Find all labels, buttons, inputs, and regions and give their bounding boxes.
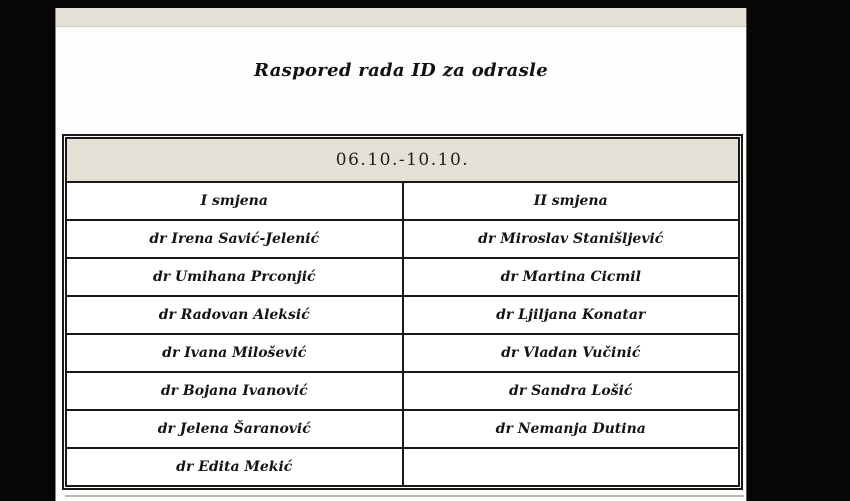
table-row [66, 296, 739, 334]
schedule-cell: dr Umihana Prconjić [66, 258, 403, 296]
column-header-second-shift: II smjena [403, 182, 740, 220]
page-top-band [56, 8, 746, 27]
schedule-cell: dr Ivana Milošević [66, 334, 403, 372]
schedule-cell: dr Edita Mekić [66, 448, 403, 486]
schedule-table-container [65, 137, 740, 487]
table-row [66, 258, 739, 296]
document-page [55, 8, 747, 501]
schedule-cell: dr Ljiljana Konatar [403, 296, 740, 334]
page-title: Raspored rada ID za odrasle [254, 60, 548, 81]
schedule-cell: dr Martina Cicmil [403, 258, 740, 296]
schedule-cell: dr Bojana Ivanović [66, 372, 403, 410]
table-row [66, 410, 739, 448]
table-row [66, 220, 739, 258]
schedule-cell [403, 448, 740, 486]
table-row [66, 372, 739, 410]
schedule-table [65, 137, 740, 487]
table-row [66, 334, 739, 372]
table-row [66, 448, 739, 486]
schedule-cell: dr Vladan Vučinić [403, 334, 740, 372]
schedule-cell: dr Jelena Šaranović [66, 410, 403, 448]
schedule-cell: dr Nemanja Dutina [403, 410, 740, 448]
schedule-cell: dr Miroslav Stanišljević [403, 220, 740, 258]
date-range-cell: 06.10.-10.10. [66, 138, 739, 182]
column-header-first-shift: I smjena [66, 182, 403, 220]
next-table-edge-hint [65, 495, 744, 497]
schedule-cell: dr Sandra Lošić [403, 372, 740, 410]
schedule-cell: dr Irena Savić-Jelenić [66, 220, 403, 258]
date-range-row [66, 138, 739, 182]
schedule-cell: dr Radovan Aleksić [66, 296, 403, 334]
column-header-row [66, 182, 739, 220]
